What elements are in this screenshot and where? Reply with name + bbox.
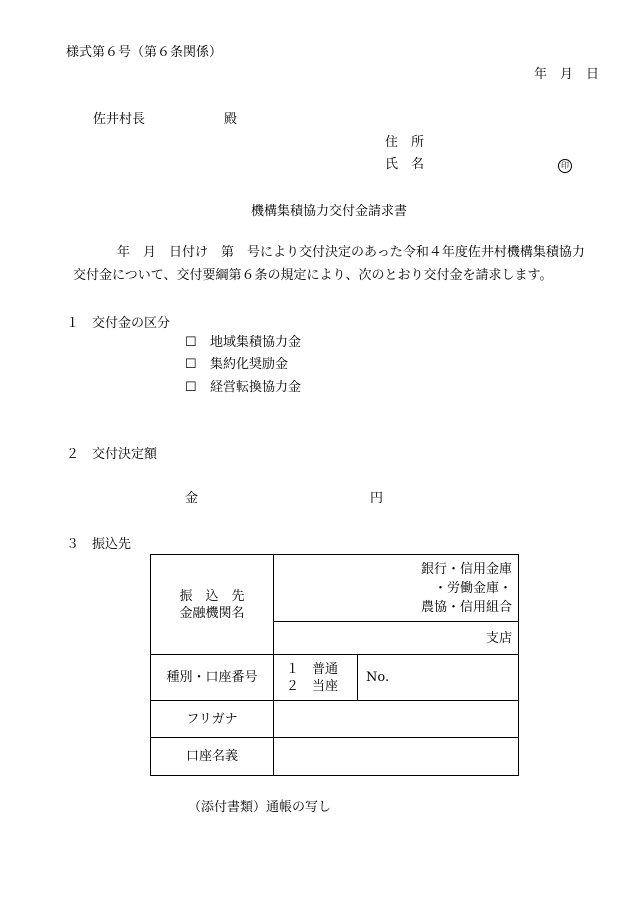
amount-prefix: 金 [185,491,199,506]
section3-heading: ３ 振込先 [66,537,132,552]
account-type-cell[interactable]: １ 普通 ２ 当座 [274,655,358,701]
date-line: 年 月 日 [534,67,600,82]
amount-suffix: 円 [370,491,384,506]
section1-heading: １ 交付金の区分 [66,316,171,331]
seal-mark: 印 [558,157,572,173]
bank-name-cell[interactable]: 銀行・信用金庫 ・労働金庫・ 農協・信用組合 [274,555,519,622]
bank-name-label: 振 込 先 金融機関名 [151,555,274,655]
furigana-label: フリガナ [151,701,274,738]
body-line-1: 年 月 日付け 第 号により交付決定のあった令和４年度佐井村機構集積協力 [117,245,585,260]
furigana-cell[interactable] [274,701,519,738]
option-checkbox[interactable]: ☐ [185,335,197,350]
option-label: 経営転換協力金 [210,380,302,395]
body-line-2: 交付金について、交付要綱第６条の規定により、次のとおり交付金を請求します。 [73,268,553,283]
account-label: 種別・口座番号 [151,655,274,701]
form-number: 様式第６号（第６条関係） [66,45,223,60]
document-title: 機構集積協力交付金請求書 [251,204,408,219]
name-label: 氏 名 [385,157,425,172]
account-holder-label: 口座名義 [151,738,274,776]
option-checkbox[interactable]: ☐ [185,380,197,395]
account-holder-cell[interactable] [274,738,519,776]
option-checkbox[interactable]: ☐ [185,357,197,372]
account-number-cell[interactable]: No. [358,655,519,701]
recipient: 佐井村長 [93,112,146,127]
option-label: 地域集積協力金 [210,335,302,350]
attachment-note: （添付書類）通帳の写し [188,800,332,815]
bank-transfer-table [150,554,519,776]
option-label: 集約化奨励金 [210,357,289,372]
section2-heading: ２ 交付決定額 [66,447,158,462]
honorific: 殿 [224,112,238,127]
branch-cell[interactable]: 支店 [274,622,519,655]
address-label: 住 所 [385,135,425,150]
